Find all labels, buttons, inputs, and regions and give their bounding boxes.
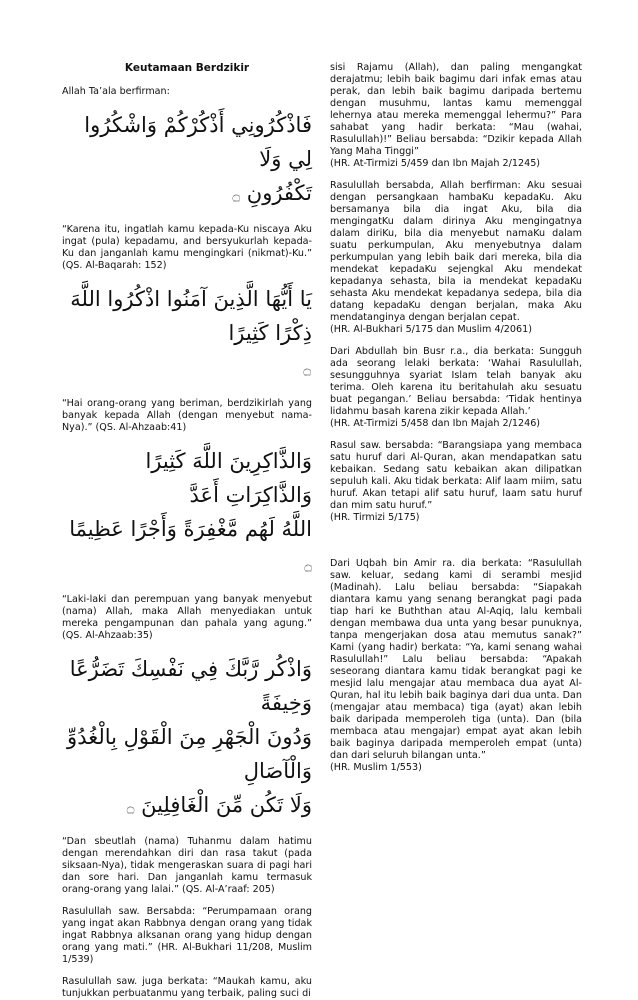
verse-4-arabic [62, 652, 312, 826]
verse-1-arabic-line-2 [62, 176, 312, 214]
hadith-qudsi-paragraph: Rasulullah bersabda, Allah berfirman: Aku sesuai dengan persangkaan hambaKu kepadaKu. Aku bersamanya bila dia ingat Aku, bila dia mengingatKu dalam dirinya Aku mengingatnya dalam diriKu, bila dia menyebut namaKu dalam suatu perkumpulan, Aku menyebutnya dalam perkumpulan yang lebih baik dari mereka, bila dia mendekat kepadaKu sejengkal Aku mendekat kepadanya sehasta, bila ia mendekat kepadaKu sehasta Aku mendekat kepadanya sedepa, bila dia datang kepadaKu dengan berjalan, maka Aku mendatanginya dengan berjalan cepat. [330, 180, 582, 323]
abdullah-bin-busr-reference: (HR. At-Tirmizi 5/458 dan Ibn Majah 2/1246) [330, 418, 541, 429]
uqbah-bin-amir-reference: (HR. Muslim 1/553) [330, 762, 422, 773]
verse-3-arabic-line-1: وَالذَّاكِرِينَ اللَّهَ كَثِيرًا وَالذَّاكِرَاتِ أَعَدَّ [145, 449, 312, 507]
quran-letter-reference: (HR. Tirmizi 5/175) [330, 512, 420, 523]
intro-text: Allah Ta’ala berfirman: [62, 86, 170, 97]
right-column [330, 62, 582, 774]
verse-3-arabic [62, 444, 312, 584]
verse-2-arabic [62, 282, 312, 388]
verse-4-arabic-line-3-text: وَلَا تَكُن مِّنَ الْغَافِلِينَ [141, 793, 312, 817]
verse-end-marker-icon: ۝ [303, 363, 312, 378]
verse-end-marker-icon: ۝ [232, 189, 241, 204]
verse-end-marker-icon: ۝ [126, 801, 135, 816]
abdullah-bin-busr-paragraph: Dari Abdullah bin Busr r.a., dia berkata: Sungguh ada seorang lelaki berkata: ‘Wahai Rasulullah, sesungguhnya syariat Islam telah banyak aku terima. Oleh karena itu beritahulah aku sesuatu buat pegangan.’ Beliau bersabda: ‘Tidak hentinya lidahmu basah karena zikir kepada Allah.’ [330, 346, 582, 417]
verse-2-arabic-line-1: يَا أَيُّهَا الَّذِينَ آمَنُوا اذْكُرُوا اللَّهَ ذِكْرًا كَثِيرًا [70, 287, 312, 345]
verse-1-translation: “Karena itu, ingatlah kamu kepada-Ku niscaya Aku ingat (pula) kepadamu, and bersyukurlah kepada-Ku dan janganlah kamu mengingkari (nikmat)-Ku.” (QS. Al-Baqarah: 152) [62, 224, 312, 271]
hadith-continuation-reference: (HR. At-Tirmizi 5/459 dan Ibn Majah 2/1245) [330, 158, 541, 169]
verse-2-arabic-line-2 [62, 350, 312, 388]
verse-1-arabic-line-1: فَاذْكُرُونِي أَذْكُرْكُمْ وَاشْكُرُوا لِي وَلَا [84, 113, 312, 171]
verse-3-arabic-line-2-text: اللَّهُ لَهُم مَّغْفِرَةً وَأَجْرًا عَظِيمًا [69, 517, 312, 541]
quran-letter-paragraph: Rasul saw. bersabda: “Barangsiapa yang membaca satu huruf dari Al-Quran, akan mendapatkan satu kebaikan. Sedang satu kebaikan akan dilipatkan sepuluh kali. Aku tidak berkata: Alif laam miim, satu huruf. Akan tetapi alif satu huruf, laam satu huruf dan mim satu huruf.” [330, 440, 582, 511]
hadith-paragraph-1: Rasulullah saw. Bersabda: “Perumpamaan orang yang ingat akan Rabbnya dengan orang yang tidak ingat Rabbnya alksanan orang yang hidup dengan orang yang mati.” (HR. Al-Bukhari 11/208, Muslim 1/539) [62, 906, 312, 965]
verse-end-marker-icon: ۝ [304, 559, 312, 574]
hadith-qudsi-reference: (HR. Al-Bukhari 5/175 dan Muslim 4/2061) [330, 324, 532, 335]
verse-4-translation: “Dan sbeutlah (nama) Tuhanmu dalam hatimu dengan merendahkan diri dan rasa takut (pada siksaan-Nya), tidak mengeraskan suara di pagi hari dan sore hari. Dan janganlah kamu termasuk orang-orang yang lalai.” (QS. Al-A’raaf: 205) [62, 836, 312, 895]
hadith-continuation: sisi Rajamu (Allah), dan paling mengangkat derajatmu; lebih baik bagimu dari infak emas atau perak, dan lebih baik bagimu daripada bertemu dengan musuhmu, lantas kamu memenggal lehernya atau mereka memenggal lehermu?” Para sahabat yang hadir berkata: “Mau (wahai, Rasulullah)!” Beliau bersabda: “Dzikir kepada Allah Yang Maha Tinggi” [330, 62, 582, 157]
left-column [62, 62, 312, 1000]
uqbah-bin-amir-paragraph: Dari Uqbah bin Amir ra. dia berkata: “Rasulullah saw. keluar, sedang kami di serambi mesjid (Madinah). Lalu beliau bersabda: “Siapakah diantara kamu yang senang berangkat pagi pada tiap hari ke Buththan atau Al-Aqiq, lalu kembali dengan membawa dua unta yang besar punuknya, tanpa mengerjakan dosa atau memutus sanak?” Kami (yang hadir) berkata: “Ya, kami senang wahai Rasulullah!” Lalu beliau bersabda: “Apakah seseorang diantara kamu tidak berangkat pagi ke mesjid lalu mengajar atau membaca dua ayat Al-Quran, hal itu lebih baik baginya dari dua unta. Dan (mengajar atau membaca) tiga (ayat) akan lebih baik daripada memperoleh tiga (unta). Dan (bila membaca atau mengajar) empat ayat akan lebih baik baginya daripada memperoleh empat (unta) dan dari seluruh bilangan unta.” [330, 558, 582, 761]
verse-3-arabic-line-2 [62, 512, 312, 584]
verse-3-translation: “Laki-laki dan perempuan yang banyak menyebut (nama) Allah, maka Allah menyediakan untuk mereka pengampunan dan pahala yang agung.” (QS. Al-Ahzaab:35) [62, 594, 312, 641]
verse-1-arabic-line-2-text: تَكْفُرُونِ [246, 181, 312, 205]
hadith-paragraph-2: Rasulullah saw. juga berkata: “Maukah kamu, aku tunjukkan perbuatanmu yang terbaik, paling suci di [62, 976, 312, 999]
verse-4-arabic-line-1: وَاذْكُر رَّبَّكَ فِي نَفْسِكَ تَضَرُّعًا وَخِيفَةً [69, 657, 312, 715]
verse-4-arabic-line-2: وَدُونَ الْجَهْرِ مِنَ الْقَوْلِ بِالْغُدُوِّ وَالْآصَالِ [67, 725, 312, 783]
verse-2-translation: “Hai orang-orang yang beriman, berdzikirlah yang banyak kepada Allah (dengan menyebut nama-Nya).” (QS. Al-Ahzaab:41) [62, 398, 312, 433]
verse-4-arabic-line-3 [62, 788, 312, 826]
verse-1-arabic [62, 108, 312, 214]
page-title: Keutamaan Berdzikir [124, 62, 250, 74]
